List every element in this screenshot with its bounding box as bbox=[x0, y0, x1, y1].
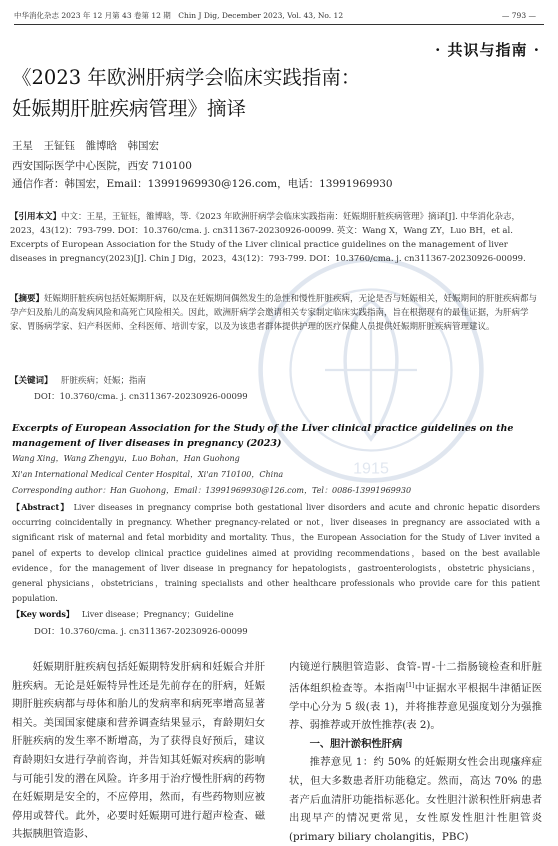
affiliation-cn: 西安国际医学中心医院，西安 710100 bbox=[12, 160, 192, 172]
article-title-en: Excerpts of European Association for the Study of the Liver clinical practice guidelines on the management of liver diseases in pregnancy (2023) bbox=[12, 423, 514, 449]
reference-citation[interactable]: [1] bbox=[405, 681, 415, 689]
journal-name-cn: 中华消化杂志 2023 年 12 月第 43 卷第 12 期 bbox=[14, 10, 171, 20]
doi-en: DOI：10.3760/cma. j. cn311367-20230926-00099 bbox=[34, 627, 248, 637]
body-column-right bbox=[289, 658, 542, 846]
body-column-left bbox=[12, 658, 265, 844]
section-label: · 共识与指南 · bbox=[435, 41, 540, 59]
section-heading-cholestatic: 一、胆汁淤积性肝病 bbox=[309, 737, 403, 750]
keywords-cn-text: 肝脏疾病；妊娠；指南 bbox=[61, 376, 147, 386]
authors-cn: 王星 王钲钰 雒博晗 韩国宏 bbox=[12, 140, 159, 152]
corresponding-author-en: Corresponding author：Han Guohong，Email：13991969930@126.com，Tel：0086-13991969930 bbox=[12, 486, 412, 495]
abstract-en-label: 【Abstract】 bbox=[12, 502, 70, 512]
article-title-cn bbox=[12, 62, 532, 124]
authors-en: Wang Xing，Wang Zhengyu，Luo Bohan，Han Guohong bbox=[12, 454, 240, 463]
body-paragraph-recommendation-1: 推荐意见 1：约 50% 的妊娠期女性会出现瘙痒症状，但大多数患者肝功能稳定。然而，高达 70% 的患者产后血清肝功能指标恶化。女性胆汁淤积性肝病患者出现早产的情况更常见，女性原发性胆汁性胆管炎(primary biliary cholangitis，PBC) bbox=[289, 756, 542, 843]
journal-name-en: Chin J Dig, December 2023, Vol. 43, No. 12 bbox=[178, 10, 344, 20]
body-paragraph-intro: 妊娠期肝脏疾病包括妊娠期特发肝病和妊娠合并肝脏疾病。无论是妊娠特异性还是先前存在的肝病，妊娠期肝脏疾病都与母体和胎儿的发病率和病死率增高显著相关。美国国家健康和营养调查结果显示，育龄期妇女肝脏疾病的发生率不断增高，为了获得良好预后，建议育龄期妇女进行孕前咨询，并告知其妊娠对疾病的影响与可能引发的潜在风险。许多用于治疗慢性肝病的药物在妊娠期是安全的，不应停用，然而，有些药物则应被停用或替代。此外，必要时妊娠期可进行超声检查、磁共振胰胆管造影、 bbox=[12, 661, 265, 841]
corresponding-author-cn: 通信作者：韩国宏，Email：13991969930@126.com，电话：13991969930 bbox=[12, 178, 393, 190]
keywords-en-block bbox=[12, 609, 234, 620]
abstract-en-text: Liver diseases in pregnancy comprise both gestational liver disorders and acute and chronic hepatic disorders occurring coincidentally in pregnancy. Whether pregnancy-related or not，liver diseases in pregnancy are associated with a significant risk of maternal and fetal morbidity and mortality. Thus，the European Association for the Study of Liver invited a panel of experts to develop clinical practice guidelines aimed at providing recommendations，based on the best available evidence，for the management of liver disease in pregnancy for hepatologists，gastroenterologists，obstetric physicians，general physicians，obstetricians，training specialists and other healthcare professionals who provide care for this patient population. bbox=[12, 503, 540, 604]
citation-label: 【引用本文】 bbox=[10, 212, 62, 222]
keywords-cn-label: 【关键词】 bbox=[10, 376, 53, 386]
keywords-cn-block bbox=[10, 374, 540, 388]
journal-citation-header bbox=[14, 10, 343, 21]
evidence-text-b: 中证据水平根据牛津循证医学中心分为 5 级(表 1)，并将推荐意见强度划分为强推荐、弱推荐或开放性推荐(表 2)。 bbox=[289, 682, 543, 732]
evidence-text-a: 内镜逆行胰胆管造影、食管-胃-十二指肠镜检查和肝脏活体组织检查等。本指南 bbox=[289, 661, 542, 695]
abstract-cn-block bbox=[10, 292, 540, 334]
keywords-en-label: 【Key words】 bbox=[12, 609, 74, 619]
affiliation-en: Xi'an International Medical Center Hospital，Xi'an 710100，China bbox=[12, 470, 284, 479]
citation-text: 中文：王星，王钲钰，雒博晗，等.《2023 年欧洲肝病学会临床实践指南：妊娠期肝脏疾病管理》摘译[J]. 中华消化杂志，2023，43(12)：793-799. DOI：10.3760/cma. j. cn311367-20230926-00099. 英文：Wang X，Wang ZY，Luo BH，et al. Excerpts of European Association for the Study of the Liver clinical practice guidelines on the management of liver diseases in pregnancy(2023)[J]. Chin J Dig，2023，43(12)：793-799. DOI：10.3760/cma. j. cn311367-20230926-00099. bbox=[10, 212, 526, 264]
abstract-cn-text: 妊娠期肝脏疾病包括妊娠期肝病，以及在妊娠期间偶然发生的急性和慢性肝脏疾病，无论是否与妊娠相关，妊娠期间的肝脏疾病都与孕产妇及胎儿的高发病风险和高死亡风险相关。因此，欧洲肝病学会邀请相关专家制定临床实践指南，旨在根据现有的最佳证据，为肝病学家、胃肠病学家、妇产科医师、全科医师、培训专家，以及为该患者群体提供护理的医疗保健人员提供妊娠期肝脏疾病管理建议。 bbox=[10, 294, 538, 332]
header-rule bbox=[14, 24, 544, 25]
abstract-en-block bbox=[12, 500, 540, 606]
keywords-en-text: Liver disease；Pregnancy；Guideline bbox=[81, 610, 234, 619]
citation-block bbox=[10, 210, 540, 266]
title-line-2: 妊娠期肝脏疾病管理》摘译 bbox=[12, 97, 247, 120]
doi-cn: DOI：10.3760/cma. j. cn311367-20230926-00099 bbox=[34, 392, 248, 402]
running-header bbox=[14, 8, 536, 22]
svg-text:1915: 1915 bbox=[353, 459, 389, 478]
body-paragraph-evidence bbox=[289, 658, 542, 735]
page-number: — 793 — bbox=[501, 10, 536, 20]
title-line-1: 《2023 年欧洲肝病学会临床实践指南： bbox=[12, 66, 361, 89]
abstract-cn-label: 【摘要】 bbox=[10, 294, 45, 304]
